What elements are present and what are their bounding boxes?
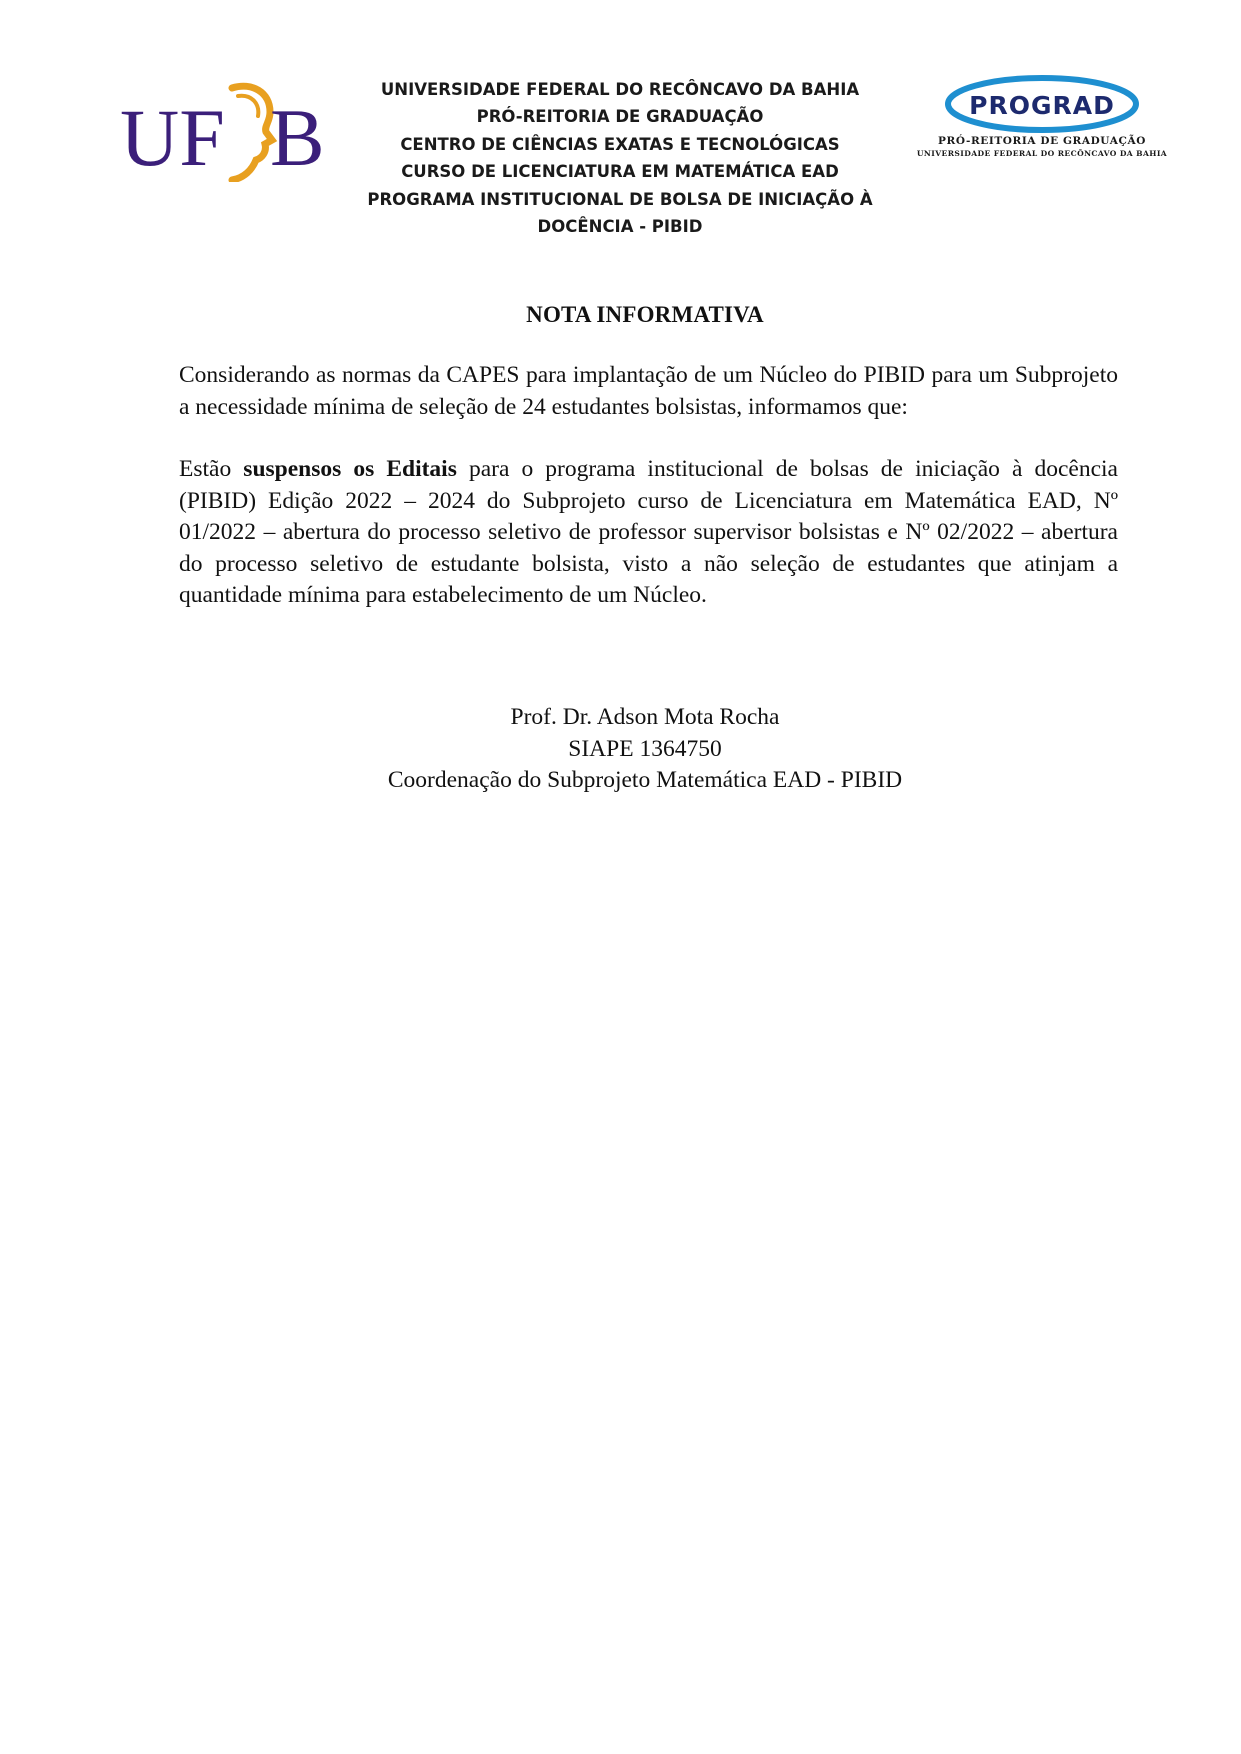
header-line: DOCÊNCIA - PIBID (537, 217, 703, 237)
signatory-name: Prof. Dr. Adson Mota Rocha (510, 704, 780, 730)
header-line: CURSO DE LICENCIATURA EM MATEMÁTICA EAD (401, 162, 839, 182)
document-header (0, 0, 1241, 250)
institution-header (340, 76, 900, 240)
prograd-logo-university: UNIVERSIDADE FEDERAL DO RECÔNCAVO DA BAHIA (916, 149, 1168, 158)
document-title: NOTA INFORMATIVA (526, 302, 764, 327)
header-line: PROGRAMA INSTITUCIONAL DE BOLSA DE INICIAÇÃO À (367, 189, 873, 209)
header-line: CENTRO DE CIÊNCIAS EXATAS E TECNOLÓGICAS (400, 134, 840, 154)
notice-emphasis: suspensos os Editais (243, 456, 457, 482)
svg-text:UF: UF (120, 92, 225, 182)
notice-paragraph (179, 454, 1118, 612)
svg-text:B: B (270, 92, 325, 182)
prograd-logo-subtitle: PRÓ-REITORIA DE GRADUAÇÃO (938, 135, 1146, 147)
prograd-logo-text: PROGRAD (969, 91, 1115, 120)
prograd-logo (900, 74, 1190, 164)
notice-prefix: Estão (179, 456, 244, 482)
signatory-role: Coordenação do Subprojeto Matemática EAD - PIBID (387, 767, 903, 793)
intro-paragraph (179, 360, 1118, 423)
header-line: UNIVERSIDADE FEDERAL DO RECÔNCAVO DA BAHIA (380, 80, 860, 99)
signatory-siape: SIAPE 1364750 (568, 735, 722, 762)
intro-paragraph-text: Considerando as normas da CAPES para implantação de um Núcleo do PIBID para um Subprojeto a necessidade mínima de seleção de 24 estudantes bolsistas, informamos que: (179, 362, 1118, 420)
notice-suffix: para o programa institucional de bolsas de iniciação à docência (PIBID) Edição 2022 – 2024 do Subprojeto curso de Licenciatura em Matemática EAD, Nº 01/2022 – abertura do processo seletivo de professor supervisor bolsistas e Nº 02/2022 – abertura do processo seletivo de estudante bolsista, visto a não seleção de estudantes que atinjam a quantidade mínima para estabelecimento de um Núcleo. (179, 456, 1118, 608)
header-line: PRÓ-REITORIA DE GRADUAÇÃO (476, 107, 764, 127)
signature-block (0, 702, 1241, 797)
ufrb-logo (120, 82, 325, 182)
